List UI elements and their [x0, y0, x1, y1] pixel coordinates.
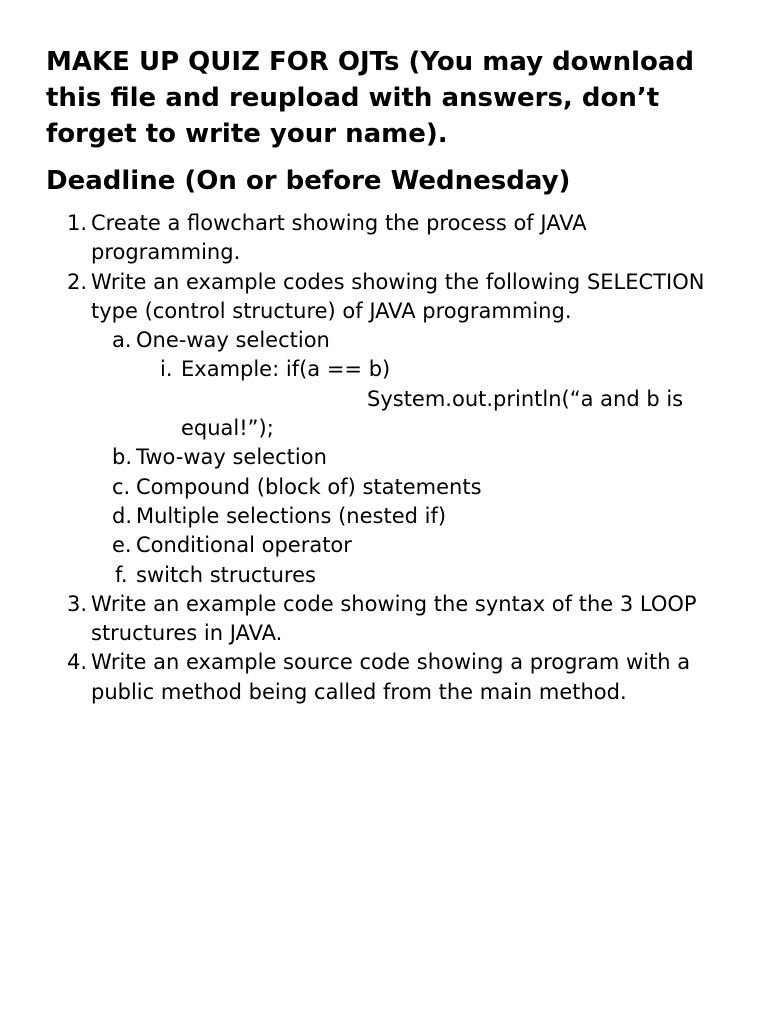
- question-number: 2.: [67, 269, 88, 294]
- question-text: Write an example code showing the syntax of the 3 LOOP structures in JAVA.: [91, 591, 697, 646]
- example-text: Example: if(a == b): [181, 357, 391, 382]
- selection-type-item: [91, 502, 736, 531]
- question-item: [46, 209, 736, 268]
- question-text: Write an example source code showing a program with a public method being called from the main method.: [91, 650, 691, 704]
- question-item: [46, 590, 736, 649]
- selection-type-item: [91, 326, 736, 443]
- question-text: Write an example codes showing the following SELECTION type (control structure) of JAVA programming.: [91, 269, 705, 323]
- quiz-title: MAKE UP QUIZ FOR OJTs (You may download this file and reupload with answers, don’t forget to write your name).: [46, 47, 695, 149]
- subitem-text: Multiple selections (nested if): [136, 503, 447, 528]
- question-text: Create a flowchart showing the process of JAVA programming.: [91, 211, 587, 265]
- question-body: [91, 268, 736, 590]
- subitem-letter: a.: [112, 328, 132, 353]
- example-list: [136, 355, 736, 443]
- question-item: [46, 648, 736, 707]
- question-number: 3.: [67, 591, 88, 616]
- example-code-continuation: equal!”);: [181, 416, 274, 441]
- deadline-heading: Deadline (On or before Wednesday): [46, 166, 571, 196]
- subitem-letter: d.: [112, 503, 133, 528]
- subitem-text: Conditional operator: [136, 533, 352, 558]
- question-number: 4.: [67, 650, 88, 675]
- subitem-letter: e.: [112, 533, 132, 558]
- selection-type-list: [91, 326, 736, 590]
- selection-type-item: [91, 473, 736, 502]
- subitem-text: switch structures: [136, 562, 316, 587]
- selection-type-item: [91, 531, 736, 560]
- example-item: [136, 355, 736, 443]
- question-list: [46, 209, 736, 707]
- subitem-letter: c.: [112, 474, 131, 499]
- example-body: [181, 355, 736, 443]
- question-item: [46, 268, 736, 590]
- selection-type-item: [91, 561, 736, 590]
- subitem-letter: b.: [112, 445, 133, 470]
- subitem-letter: f.: [115, 562, 128, 587]
- example-numeral: i.: [160, 357, 173, 382]
- example-code: System.out.println(“a and b is: [367, 386, 684, 411]
- document-page: [46, 44, 736, 707]
- subitem-text: One-way selection: [136, 328, 330, 353]
- question-number: 1.: [67, 211, 88, 235]
- subitem-text: Two-way selection: [136, 445, 327, 470]
- subitem-text: Compound (block of) statements: [136, 474, 482, 499]
- selection-type-item: [91, 443, 736, 472]
- subitem-body: [136, 326, 736, 443]
